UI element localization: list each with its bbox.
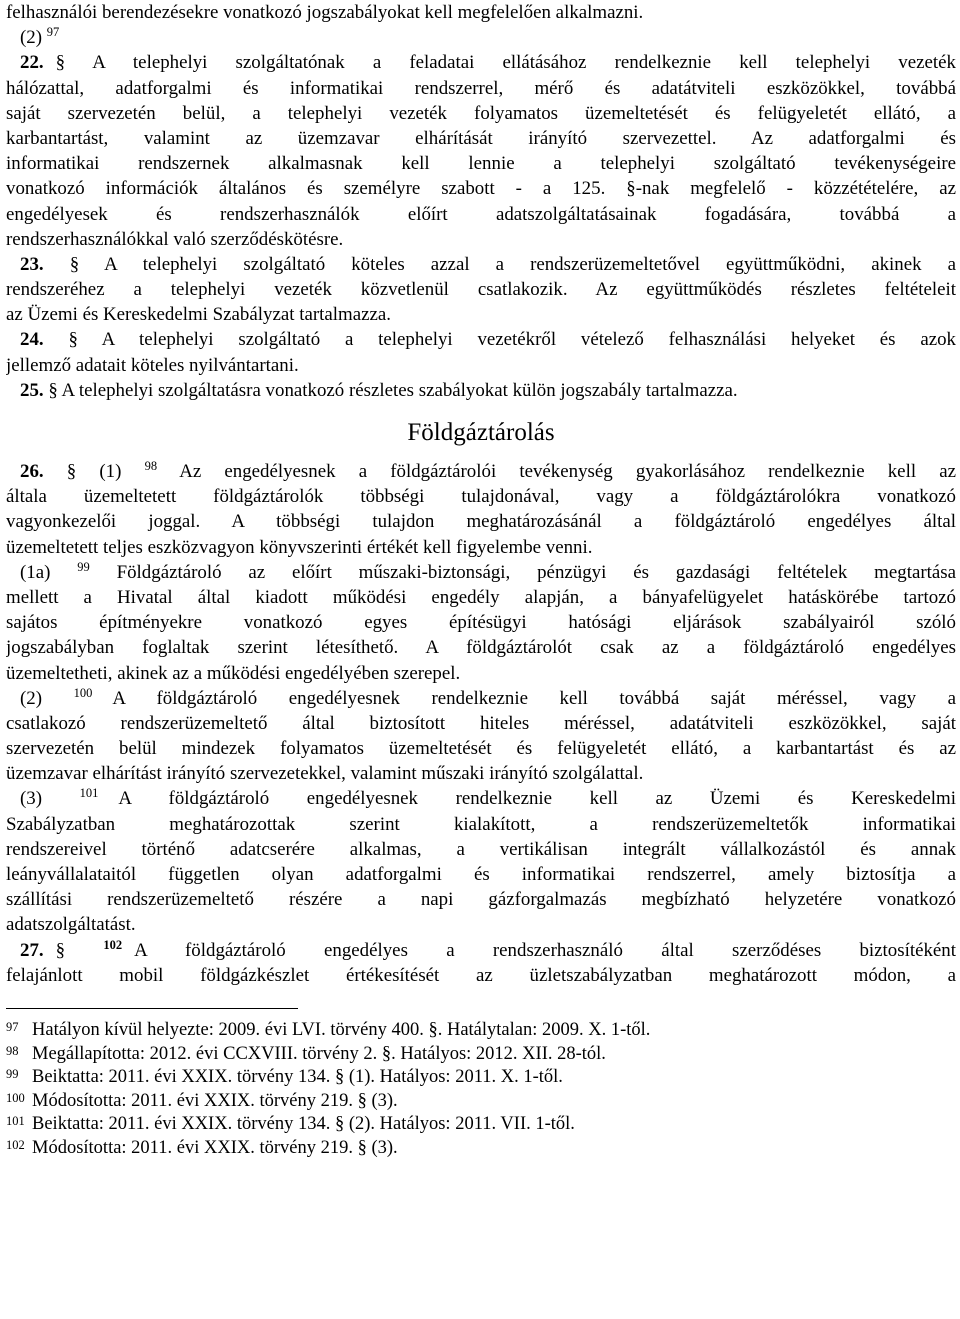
text-line: szervezetén belül mindezek folyamatos üzemeltetését és felügyeletét ellátó, a karbantartást és az [6, 738, 956, 760]
text-line: vagyonkezelői joggal. A többségi tulajdon meghatározásánál a földgáztároló engedélyes által [6, 511, 956, 533]
footnote: 98 Megállapította: 2012. évi CCXVIII. törvény 2. §. Hatályos: 2012. XII. 28-tól. [6, 1043, 956, 1067]
section-mark-icon: § [55, 52, 66, 74]
section-mark-icon: § [66, 461, 77, 482]
section-24-line: 24. § A telephelyi szolgáltató a telephelyi vezetékről vételező felhasználási helyeket és azok [20, 329, 956, 351]
footnote-number: 102 [6, 1137, 25, 1152]
footnote: 102 Módosította: 2011. évi XXIX. törvény 219. § (3). [6, 1137, 956, 1161]
section-mark-icon: § [55, 939, 66, 961]
footnote-number: 97 [6, 1019, 19, 1034]
text-line: Szabályzatban meghatározottak szerint kialakított, a rendszerüzemeltetők informatikai [6, 813, 956, 835]
section-mark-icon: § [68, 329, 78, 351]
text-line: rendszeréhez a telephelyi vezeték közvetlenül csatlakozik. Az együttműködés részletes feltételeit [6, 279, 956, 301]
section-number: 26. [20, 461, 44, 482]
footnote: 100 Módosította: 2011. évi XXIX. törvény 219. § (3). [6, 1090, 956, 1114]
section-27-line: 27. § $^{102}$ A földgáztároló engedélyes a rendszerhasználó által szerződéses biztosítéként [20, 937, 956, 961]
section-22-line: 22. § A telephelyi szolgáltatónak a feladatai ellátásához rendelkeznie kell telephelyi vezeték [20, 52, 956, 74]
footnote-separator [6, 1008, 298, 1009]
text-line: karbantartást, valamint az üzemzavar elhárítását irányító szervezettel. Az adatforgalmi és [6, 127, 956, 149]
section-26-line: 26. § (1) $^{98}$ Az engedélyesnek a földgáztárolói tevékenység gyakorlásához rendelkeznie kell az [20, 459, 956, 482]
footnote-ref: 100 [73, 685, 93, 700]
text-line: jogszabályban foglaltak szerint létesíthető. A földgáztárolót csak az a földgáztároló engedélyes [6, 637, 956, 659]
paragraph-marker: (2) $^{97}$ [20, 25, 60, 49]
footnote-number: 99 [6, 1067, 19, 1082]
footnote: 99 Beiktatta: 2011. évi XXIX. törvény 134. § (1). Hatályos: 2011. X. 1-től. [6, 1066, 956, 1090]
section-mark-icon: § [48, 379, 58, 401]
text-line: jellemző adatait köteles nyilvántartani. [6, 354, 299, 376]
section-number: 23. [20, 253, 44, 275]
footnote-number: 100 [6, 1090, 25, 1105]
section-number: 24. [20, 329, 44, 351]
footnote: 97 Hatályon kívül helyezte: 2009. évi LVI. törvény 400. §. Hatálytalan: 2009. X. 1-től. [6, 1019, 956, 1043]
text-line: sajátos építményekre vonatkozó egyes építésügyi hatósági eljárások szabályairól szóló [6, 612, 956, 634]
text-line: az Üzemi és Kereskedelmi Szabályzat tartalmazza. [6, 304, 391, 326]
section-mark-icon: § [69, 253, 80, 275]
paragraph-3-line: (3) $^{101}$ A földgáztároló engedélyesnek rendelkeznie kell az Üzemi és Kereskedelmi [20, 786, 956, 810]
text-line: felajánlott mobil földgázkészlet értékesítését az üzletszabályzatban meghatározott módon, a [6, 964, 956, 986]
text-line: vonatkozó információk általános és személyre szabott - a 125. §-nak megfelelő - közzétételére, az [6, 178, 956, 200]
section-number: 27. [20, 939, 44, 961]
text-line: engedélyesek és rendszerhasználók előírt adatszolgáltatásainak fogadására, továbbá a [6, 203, 956, 225]
footnote-number: 98 [6, 1043, 19, 1058]
text-line: rendszereivel történő adatcserére alkalmas, a vertikálisan integrált vállalkozástól és annak [6, 838, 956, 860]
text-line: üzemeltetheti, akinek az a működési engedélyében szerepel. [6, 662, 461, 684]
text-line: csatlakozó rendszerüzemeltető által biztosított hiteles méréssel, adatátviteli eszközökkel, saját [6, 712, 956, 734]
paragraph-2-line: (2) $^{100}$ A földgáztároló engedélyesnek rendelkeznie kell továbbá saját méréssel, vagy a [20, 685, 956, 709]
document-page [6, 0, 956, 1161]
text-line: saját szervezetén belül, a telephelyi vezeték folyamatos üzemeltetését és felügyeletét ellátó, a [6, 102, 956, 124]
footnote-ref: 101 [79, 786, 99, 801]
text-line: szállítási rendszerüzemeltető részére a napi gázforgalmazás megbízható helyzetére vonatkozó [6, 889, 956, 911]
footnote-ref: 99 [77, 559, 90, 574]
section-25-line: 25. § A telephelyi szolgáltatásra vonatkozó részletes szabályokat külön jogszabály tartalmazza. [20, 379, 738, 401]
section-number: 25. [20, 379, 44, 401]
text-line: leányvállalataitól független olyan adatforgalmi és informatikai rendszerrel, amely biztosítja a [6, 864, 956, 885]
text-line: üzemzavar elhárítást irányító szervezetekkel, valamint műszaki irányító szolgálattal. [6, 763, 644, 785]
section-number: 22. [20, 52, 44, 74]
text-line: mellett a Hivatal által kiadott működési engedély alapján, a bányafelügyelet hatáskörébe tartozó [6, 586, 956, 608]
section-heading: Földgáztárolás [407, 419, 555, 446]
footnote-ref: 102 [103, 937, 123, 952]
text-line: üzemeltetett teljes eszközvagyon könyvszerinti értékét kell figyelembe venni. [6, 536, 593, 558]
text-line: hálózattal, adatforgalmi és informatikai rendszerrel, mérő és adatátviteli eszközökkel, továbbá [6, 77, 956, 99]
footnote-number: 101 [6, 1114, 25, 1129]
text-line: informatikai rendszernek alkalmasnak kell lennie a telephelyi szolgáltató tevékenységeire [6, 153, 956, 175]
text-line: adatszolgáltatást. [6, 914, 136, 936]
footnote-ref: 97 [46, 25, 60, 40]
section-23-line: 23. § A telephelyi szolgáltató köteles azzal a rendszerüzemeltetővel együttműködni, akinek a [20, 253, 956, 275]
text-line: felhasználói berendezésekre vonatkozó jogszabályokat kell megfelelően alkalmazni. [6, 2, 644, 23]
text-line: rendszerhasználókkal való szerződéskötésre. [6, 228, 344, 250]
paragraph-1a-line: (1a) $^{99}$ Földgáztároló az előírt műszaki-biztonsági, pénzügyi és gazdasági feltételek megtartása [20, 559, 956, 583]
footnote: 101 Beiktatta: 2011. évi XXIX. törvény 134. § (2). Hatályos: 2011. VII. 1-től. [6, 1113, 956, 1137]
text-line: általa üzemeltetett földgáztárolók többségi tulajdonával, vagy a földgáztárolókra vonatkozó [6, 486, 956, 508]
footnote-ref: 98 [144, 459, 158, 473]
